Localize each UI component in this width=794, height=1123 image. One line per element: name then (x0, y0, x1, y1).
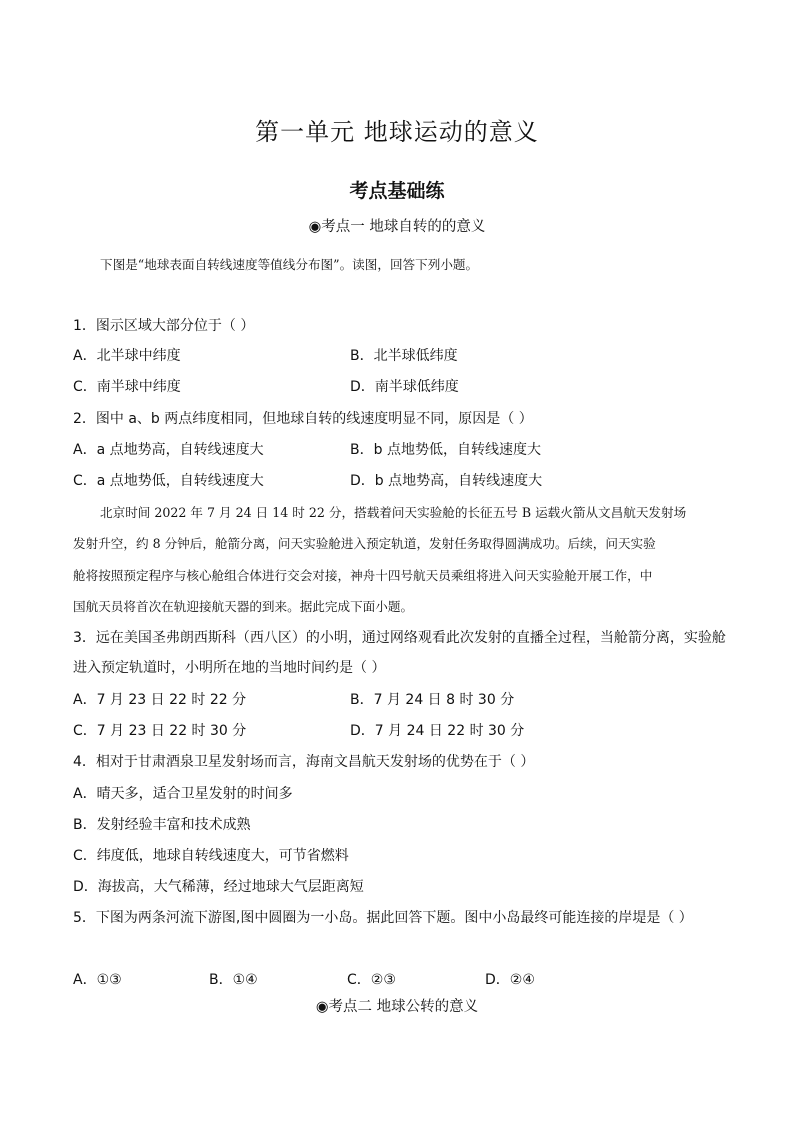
question-5-option-d: D．②④ (485, 972, 535, 988)
page-subtitle: 考点基础练 (349, 180, 445, 202)
question-1-option-c: C．南半球中纬度 (73, 379, 181, 395)
question-1-stem: 1．图示区域大部分位于（ ） (73, 318, 255, 334)
question-4-option-c: C．纬度低，地球自转线速度大，可节省燃料 (73, 848, 349, 864)
question-4-stem: 4．相对于甘肃酒泉卫星发射场而言，海南文昌航天发射场的优势在于（ ） (73, 754, 535, 770)
question-5-option-a: A．①③ (73, 972, 122, 988)
question-5-stem: 5．下图为两条河流下游图,图中圆圈为一小岛。据此回答下题。图中小岛最终可能连接的岸堤是（ ） (73, 910, 693, 926)
question-2-option-a: A．a 点地势高，自转线速度大 (73, 442, 264, 458)
question-4-option-b: B．发射经验丰富和技术成熟 (73, 817, 251, 833)
question-4-option-d: D．海拔高，大气稀薄，经过地球大气层距离短 (73, 879, 364, 895)
question-2-option-c: C．a 点地势低，自转线速度大 (73, 473, 264, 489)
question-3-option-a: A．7 月 23 日 22 时 22 分 (73, 692, 247, 708)
question-1-option-b: B．北半球低纬度 (350, 348, 458, 364)
intro-paragraph-1: 下图是“地球表面自转线速度等值线分布图”。读图，回答下列小题。 (100, 257, 479, 272)
intro-paragraph-2-line-3: 舱将按照预定程序与核心舱组合体进行交会对接，神舟十四号航天员乘组将进入问天实验舱开展工作，中 (73, 568, 653, 583)
section-heading-1: ◉考点一 地球自转的的意义 (308, 219, 486, 235)
question-1-option-d: D．南半球低纬度 (350, 379, 459, 395)
intro-paragraph-2-line-1: 北京时间 2022 年 7 月 24 日 14 时 22 分，搭载着问天实验舱的长征五号 B 运载火箭从文昌航天发射场 (100, 505, 687, 520)
intro-paragraph-2-line-4: 国航天员将首次在轨迎接航天器的到来。据此完成下面小题。 (73, 599, 414, 614)
question-2-option-d: D．b 点地势高，自转线速度大 (350, 473, 543, 489)
section-heading-2: ◉考点二 地球公转的意义 (315, 999, 479, 1015)
question-3-option-d: D．7 月 24 日 22 时 30 分 (350, 723, 525, 739)
question-4-option-a: A．晴天多，适合卫星发射的时间多 (73, 786, 293, 802)
question-5-option-b: B．①④ (209, 972, 258, 988)
question-5-option-c: C．②③ (347, 972, 396, 988)
question-3-option-b: B．7 月 24 日 8 时 30 分 (350, 692, 515, 708)
question-1-option-a: A．北半球中纬度 (73, 348, 181, 364)
question-3-stem-line-1: 3．远在美国圣弗朗西斯科（西八区）的小明，通过网络观看此次发射的直播全过程，当舱箭分离，实验舱 (73, 630, 726, 646)
intro-paragraph-2-line-2: 发射升空，约 8 分钟后，舱箭分离，问天实验舱进入预定轨道，发射任务取得圆满成功。后续，问天实验 (73, 536, 656, 551)
page-title: 第一单元 地球运动的意义 (255, 118, 539, 146)
question-3-stem-line-2: 进入预定轨道时，小明所在地的当地时间约是（ ） (73, 660, 386, 676)
question-2-stem: 2．图中 a、b 两点纬度相同，但地球自转的线速度明显不同，原因是（ ） (73, 411, 533, 427)
question-2-option-b: B．b 点地势低，自转线速度大 (350, 442, 541, 458)
question-3-option-c: C．7 月 23 日 22 时 30 分 (73, 723, 247, 739)
